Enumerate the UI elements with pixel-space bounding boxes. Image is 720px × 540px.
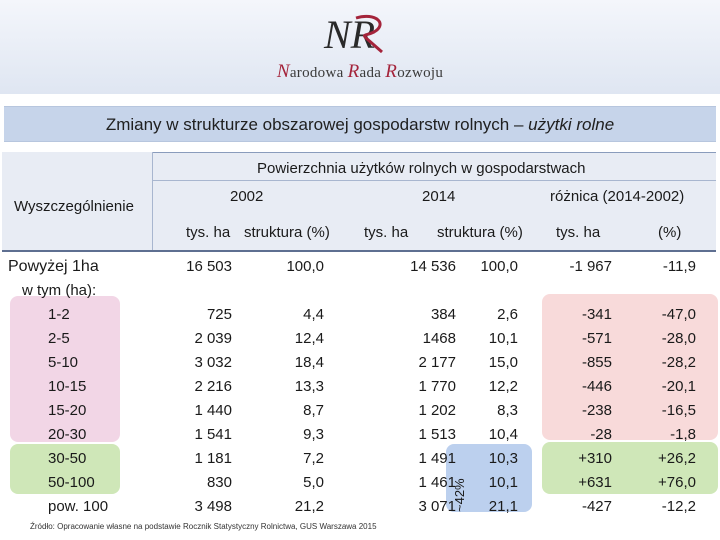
total-diff-pct: -11,9 [662, 258, 696, 275]
title-band [4, 106, 716, 142]
cell-2002-ha-row-2: 2 039 [194, 330, 232, 347]
cell-diff-ha-row-3: -855 [581, 354, 612, 371]
cell-2014-ha-row-3: 2 177 [418, 354, 456, 371]
cell-2002-struct-row-9: 21,2 [294, 498, 324, 515]
cell-2002-struct-row-7: 7,2 [303, 450, 324, 467]
logo-letter-n: NR [324, 12, 376, 56]
row-label-total: Powyżej 1ha [8, 258, 99, 275]
col-header-2014-ha: tys. ha [364, 224, 409, 241]
cell-2002-ha-row-7: 1 181 [194, 450, 232, 467]
cell-diff-ha-row-2: -571 [581, 330, 612, 347]
cell-2014-ha-row-8: 1 461 [418, 474, 456, 491]
cell-2002-struct-row-6: 9,3 [303, 426, 324, 443]
cell-2002-struct-row-3: 18,4 [294, 354, 324, 371]
cell-diff-pct-row-1: -47,0 [661, 306, 696, 323]
source-note: Źródło: Opracowanie własne na podstawie Rocznik Statystyczny Rolnictwa, GUS Warszawa 2015 [30, 522, 377, 531]
logo-name: Narodowa Rada Rozwoju [276, 61, 444, 82]
row-label-subheading: w tym (ha): [22, 282, 97, 299]
cell-2002-ha-row-1: 725 [206, 306, 232, 323]
row-label-over-100: pow. 100 [48, 498, 109, 515]
row-label-5-10: 5-10 [48, 354, 79, 371]
total-2002-ha: 16 503 [186, 258, 232, 275]
header-mid-line [152, 180, 716, 181]
total-diff-ha: -1 967 [569, 258, 612, 275]
cell-diff-ha-row-6: -28 [590, 426, 612, 443]
cell-2002-ha-row-3: 3 032 [194, 354, 232, 371]
col-header-2014-struct: struktura (%) [437, 224, 523, 241]
year-2002-header: 2002 [230, 188, 264, 205]
header-top-line [152, 152, 716, 153]
row-header: Wyszczególnienie [14, 198, 134, 215]
col-header-2002-struct: struktura (%) [244, 224, 330, 241]
cell-diff-ha-row-8: +631 [578, 474, 612, 491]
cell-diff-pct-row-7: +26,2 [658, 450, 696, 467]
row-label-10-15: 10-15 [48, 378, 87, 395]
cell-2014-ha-row-6: 1 513 [418, 426, 456, 443]
cell-diff-ha-row-7: +310 [578, 450, 612, 467]
cell-diff-pct-row-2: -28,0 [661, 330, 696, 347]
cell-2002-ha-row-4: 2 216 [194, 378, 232, 395]
cell-diff-pct-row-8: +76,0 [658, 474, 696, 491]
cell-2014-struct-row-7: 10,3 [488, 450, 518, 467]
cell-2002-struct-row-5: 8,7 [303, 402, 324, 419]
cell-2002-struct-row-8: 5,0 [303, 474, 324, 491]
side-note: ~42% [452, 478, 467, 512]
cell-2002-struct-row-2: 12,4 [294, 330, 324, 347]
row-label-50-100: 50-100 [48, 474, 95, 491]
cell-2014-ha-row-9: 3 071 [418, 498, 456, 515]
cell-2014-struct-row-9: 21,1 [488, 498, 518, 515]
cell-diff-ha-row-1: -341 [581, 306, 612, 323]
cell-2014-struct-row-3: 15,0 [488, 354, 518, 371]
cell-diff-pct-row-5: -16,5 [661, 402, 696, 419]
cell-2014-ha-row-7: 1 491 [418, 450, 456, 467]
header-col-divider [152, 152, 153, 250]
total-2002-struct: 100,0 [286, 258, 324, 275]
difference-header: różnica (2014-2002) [550, 188, 685, 205]
cell-2014-ha-row-4: 1 770 [418, 378, 456, 395]
nrr-logo-icon [316, 10, 406, 56]
cell-2014-struct-row-5: 8,3 [497, 402, 518, 419]
slide-title: Zmiany w strukturze obszarowej gospodarstw rolnych – użytki rolne [105, 115, 615, 134]
col-header-2002-ha: tys. ha [186, 224, 231, 241]
cell-2002-struct-row-4: 13,3 [294, 378, 324, 395]
header-bottom-line [2, 250, 716, 252]
cell-2014-ha-row-5: 1 202 [418, 402, 456, 419]
cell-diff-pct-row-9: -12,2 [661, 498, 696, 515]
cell-2002-ha-row-6: 1 541 [194, 426, 232, 443]
cell-2002-struct-row-1: 4,4 [303, 306, 324, 323]
cell-2014-ha-row-1: 384 [430, 306, 456, 323]
cell-2014-struct-row-6: 10,4 [488, 426, 518, 443]
cell-2014-ha-row-2: 1468 [422, 330, 456, 347]
header-banner [0, 0, 720, 94]
cell-2014-struct-row-2: 10,1 [488, 330, 518, 347]
cell-2002-ha-row-5: 1 440 [194, 402, 232, 419]
cell-2014-struct-row-1: 2,6 [497, 306, 518, 323]
cell-2014-struct-row-4: 12,2 [488, 378, 518, 395]
row-label-1-2: 1-2 [48, 306, 70, 323]
year-2014-header: 2014 [422, 188, 456, 205]
row-label-2-5: 2-5 [48, 330, 70, 347]
row-label-15-20: 15-20 [48, 402, 87, 419]
row-label-20-30: 20-30 [48, 426, 87, 443]
total-2014-struct: 100,0 [480, 258, 518, 275]
total-2014-ha: 14 536 [410, 258, 456, 275]
cell-diff-pct-row-3: -28,2 [661, 354, 696, 371]
group-header: Powierzchnia użytków rolnych w gospodarstwach [257, 160, 586, 177]
row-label-30-50: 30-50 [48, 450, 87, 467]
cell-diff-pct-row-4: -20,1 [661, 378, 696, 395]
cell-diff-ha-row-5: -238 [581, 402, 612, 419]
cell-2014-struct-row-8: 10,1 [488, 474, 518, 491]
cell-diff-pct-row-6: -1,8 [670, 426, 696, 443]
cell-2002-ha-row-8: 830 [206, 474, 232, 491]
col-header-diff-ha: tys. ha [556, 224, 601, 241]
col-header-diff-pct: (%) [658, 224, 682, 241]
cell-diff-ha-row-9: -427 [581, 498, 612, 515]
cell-2002-ha-row-9: 3 498 [194, 498, 232, 515]
cell-diff-ha-row-4: -446 [581, 378, 612, 395]
